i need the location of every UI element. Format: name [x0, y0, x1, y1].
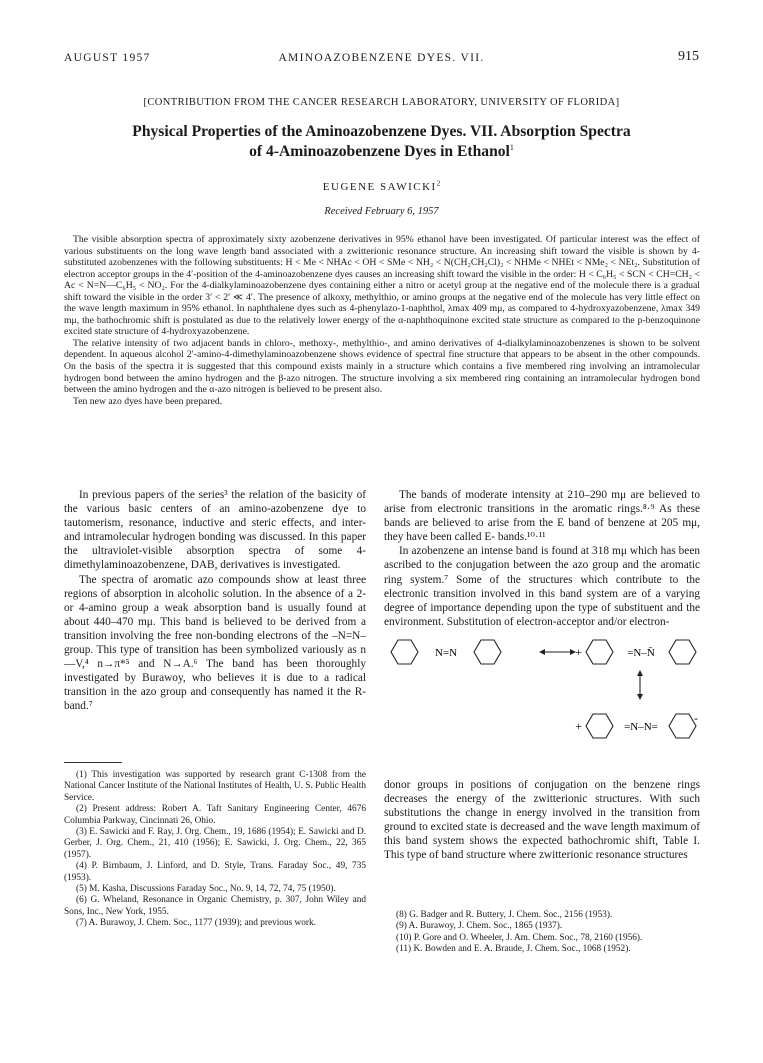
resonance-structures-diagram — [384, 632, 700, 772]
benzene-ring — [586, 714, 613, 738]
body-right-column-continued — [384, 778, 700, 863]
footnote: (9) A. Burawoy, J. Chem. Soc., 1865 (1937). — [396, 921, 563, 932]
abstract-paragraph: Ten new azo dyes have been prepared. — [73, 395, 223, 407]
plus-charge: + — [575, 719, 582, 733]
footnote: (5) M. Kasha, Discussions Faraday Soc., No. 9, 14, 72, 74, 75 (1950). — [76, 884, 336, 895]
plus-charge: + — [575, 645, 582, 659]
azo-label: =N–N̄ — [627, 647, 655, 659]
title-line-1: Physical Properties of the Aminoazobenzene Dyes. VII. Absorption Spectra — [132, 123, 631, 140]
footnote: (2) Present address: Robert A. Taft Sanitary Engineering Center, 4676 Columbia Parkway, Cincinnati 26, Ohio. — [64, 804, 366, 826]
body-right-column — [384, 488, 700, 629]
minus-charge: - — [694, 711, 698, 725]
footnote: (6) G. Wheland, Resonance in Organic Chemistry, p. 307, John Wiley and Sons, Inc., New York, 1955. — [64, 895, 366, 917]
body-paragraph: In previous papers of the series³ the relation of the basicity of the various basic centers of an amino-azobenzene dye to tautomerism, resonance, inductive and steric effects, and inter- and intramolecular hydrogen bonding was discussed. In this paper the ultraviolet-visible absorption spectra of some 4-dimethylaminoazobenzene, DAB, derivatives is investigated. — [64, 489, 366, 572]
body-left-column — [64, 488, 366, 714]
footnote: (3) E. Sawicki and F. Ray, J. Org. Chem., 19, 1686 (1954); E. Sawicki and D. Gerber, J. Org. Chem., 21, 410 (1956); E. Sawicki, J. Org. Chem., 22, 365 (1957). — [64, 827, 366, 860]
footnote: (1) This investigation was supported by research grant C-1308 from the National Cancer Institute of the National Institutes of Health, U. S. Public Health Service. — [64, 770, 366, 803]
author: EUGENE SAWICKI$^2$ — [322, 179, 441, 193]
footnote: (4) P. Birnbaum, J. Linford, and D. Style, Trans. Faraday Soc., 49, 735 (1953). — [64, 861, 366, 883]
footnotes-right — [384, 910, 700, 956]
arrowhead — [637, 694, 643, 700]
contribution-line: [CONTRIBUTION FROM THE CANCER RESEARCH LABORATORY, UNIVERSITY OF FLORIDA] — [143, 97, 620, 108]
arrowhead — [539, 649, 545, 655]
azo-label: =N–N= — [624, 721, 658, 733]
body-paragraph: The spectra of aromatic azo compounds show at least three regions of absorption in alcoholic solution. In the absence of a 2- or 4-amino group a weak absorption band is usually found at about 440–470 mμ. This band is believed to be derived from a transition involving the free non-bonding electrons of the –N=N– group. This type of transition has been symbolized variously as n—V,⁴ n→π*⁵ and N→A.⁶ The band has been thoroughly investigated by Burawoy, who believes it is due to a radical transition in the azo group and consequently has named it the R- band.⁷ — [64, 573, 366, 713]
abstract-paragraph: The visible absorption spectra of approximately sixty azobenzene derivatives in 95% ethanol have been investigated. Of particular interest was the effect of various substituents on the long wave length band associated with a zwitterionic resonance structure. An increasing shift toward the visible is shown by 4-substituted azobenzenes with the following substituents: H < Me < NHAc < OH < SMe < NH₂ < N(CH₂CH₂Cl)₂ < NHMe < NHEt < NMe₂ < NEt₂. Substitution of electron acceptor groups in the 4′-position of the 4-aminoazobenzene dyes causes an increasing shift toward the visible in the order: H < C₆H₅ < SCN < CH=CH₂ < Ac < N=N—C₆H₅ < NO₂. For the 4-dialkylaminoazobenzene dyes containing either a nitro or acetyl group at the negative end of the molecule there is a gradual shift toward the visible in the order 3′ < 2′ ≪ 4′. The presence of alkoxy, methylthio, or amino groups at the negative end of the molecule has very little effect on the wave length maximum in 95% ethanol. In naphthalene dyes such as 4-phenylazo-1-naphthol, λmax 409 mμ, as compared to 4-hydroxyazobenzene, λmax 349 mμ, the bathochromic shift is postulated as due to the relatively lower energy of the α-naphthoquinone excited state structure as compared to the p-benzoquinone excited state structure of 4-hydroxyazobenzene. — [64, 234, 700, 338]
abstract-paragraph: The relative intensity of two adjacent bands in chloro-, methoxy-, methylthio-, and amino derivatives of 4-dialkylaminoazobenzenes is shown to be solvent dependent. In aqueous alcohol 2′-amino-4-dimethylaminoazobenzene shows evidence of spectral fine structure that appears to be absent in the other compounds. On the basis of the spectra it is suggested that this compound exists mainly in a structure which contains a five membered ring involving an intramolecular hydrogen bond between the amino hydrogen and the β-azo nitrogen. The structure involving a six membered ring containing an intramolecular hydrogen bond between the amino hydrogen and the α-azo nitrogen is believed to be present also. — [64, 337, 700, 396]
title-footnote-mark: 1 — [509, 142, 514, 152]
benzene-ring — [586, 640, 613, 664]
abstract — [64, 234, 700, 407]
footnote: (10) P. Gore and O. Wheeler, J. Am. Chem. Soc., 78, 2160 (1956). — [396, 932, 643, 943]
benzene-ring — [669, 714, 696, 738]
body-paragraph: In azobenzene an intense band is found at 318 mμ which has been ascribed to the conjugation between the azo group and the aromatic ring system.⁷ Some of the structures which contribute to the electronic transition involved in this band system are of a varying degree of importance depending upon the type of substituent and the environment. Substitution of electron-acceptor and/or electron- — [384, 545, 700, 628]
benzene-ring — [391, 640, 418, 664]
benzene-ring — [669, 640, 696, 664]
arrowhead — [637, 670, 643, 676]
footnote: (7) A. Burawoy, J. Chem. Soc., 1177 (1939); and previous work. — [76, 918, 316, 929]
paper-title — [60, 122, 703, 161]
page-number: 915 — [678, 49, 699, 64]
title-line-2: of 4-Aminoazobenzene Dyes in Ethanol$^1$ — [249, 142, 514, 160]
footnotes-left — [64, 770, 366, 930]
footnote: (11) K. Bowden and E. A. Braude, J. Chem. Soc., 1068 (1952). — [396, 944, 631, 955]
azo-label: N=N — [434, 647, 458, 659]
footnote-rule — [64, 762, 122, 763]
author-footnote-mark: 2 — [436, 179, 441, 188]
received-date: Received February 6, 1957 — [324, 206, 439, 217]
running-head-date: AUGUST 1957 — [64, 52, 151, 64]
benzene-ring — [474, 640, 501, 664]
running-head-title: AMINOAZOBENZENE DYES. VII. — [278, 52, 485, 64]
body-paragraph: donor groups in positions of conjugation on the benzene rings decreases the energy of the zwitterionic structures. With such substitutions the change in energy involved in the transition from ground to excited state is decreased and the wave length maximum of this band system shows the expected bathochromic shift, Table I. This type of band structure where zwitterionic resonance structures — [384, 779, 700, 862]
footnote: (8) G. Badger and R. Buttery, J. Chem. Soc., 2156 (1953). — [396, 910, 613, 920]
body-paragraph: The bands of moderate intensity at 210–290 mμ are believed to arise from electronic transitions in the aromatic rings.⁸·⁹ As these bands are believed to arise from the E band of benzene at 205 mμ, they have been called E- bands.¹⁰·¹¹ — [384, 489, 700, 544]
